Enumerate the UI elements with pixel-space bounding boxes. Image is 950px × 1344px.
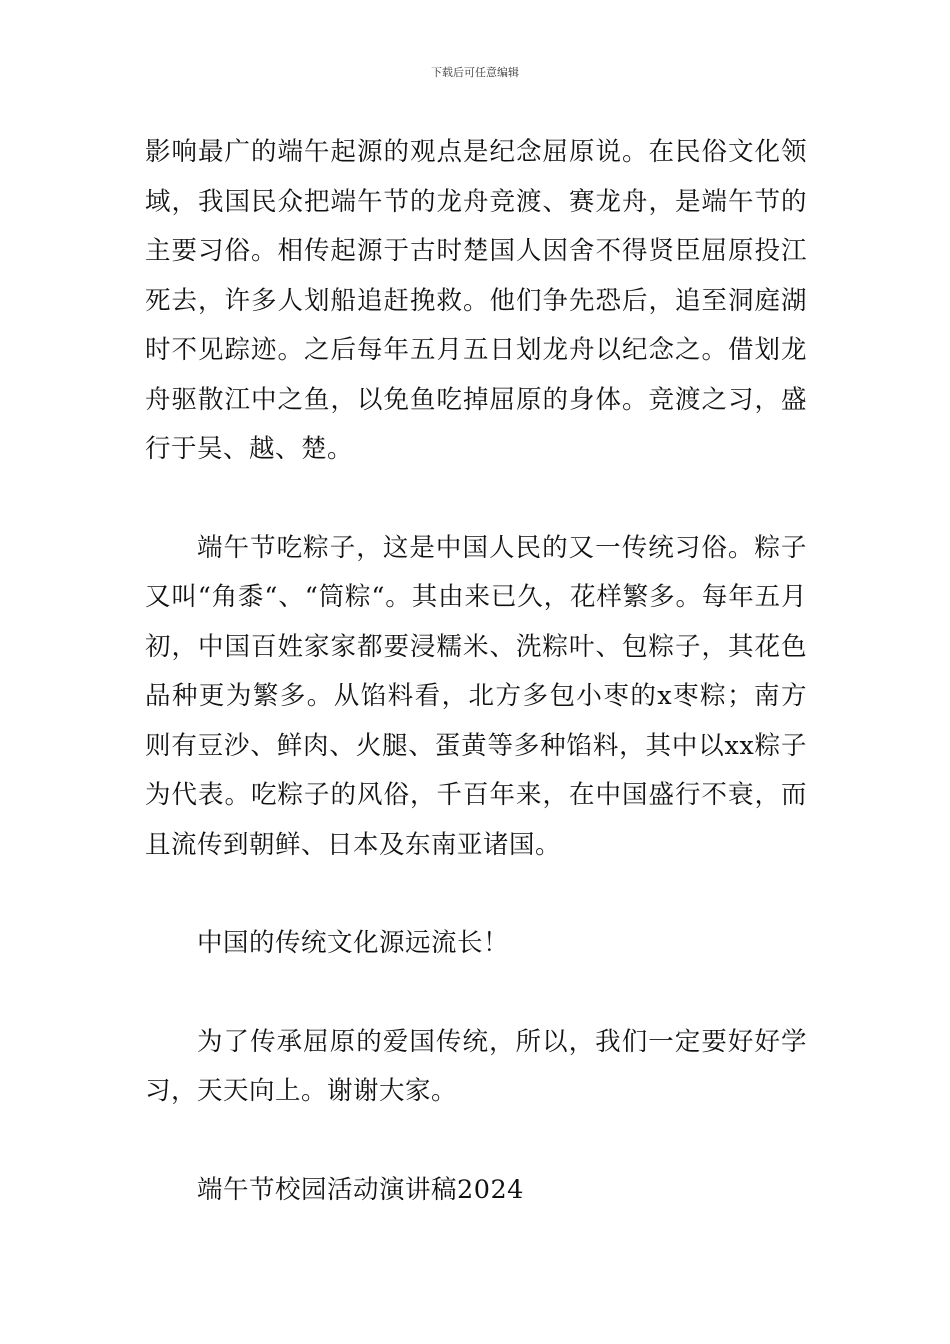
- document-body: [145, 128, 807, 1215]
- page-header-note: 下载后可任意编辑: [431, 66, 519, 79]
- paragraph-zongzi-custom: 端午节吃粽子，这是中国人民的又一传统习俗。粽子又叫“角黍“、“筒粽“。其由来已久，花样繁多。每年五月初，中国百姓家家都要浸糯米、洗粽叶、包粽子，其花色品种更为繁多。从馅料看，北方多包小枣的x枣粽；南方则有豆沙、鲜肉、火腿、蛋黄等多种馅料，其中以xx粽子为代表。吃粽子的风俗，千百年来，在中国盛行不衰，而且流传到朝鲜、日本及东南亚诸国。: [145, 532, 807, 860]
- section-title-speech-2024: 端午节校园活动演讲稿2024: [197, 1174, 524, 1205]
- paragraph-dragon-boat-origin: 影响最广的端午起源的观点是纪念屈原说。在民俗文化领域，我国民众把端午节的龙舟竞渡、赛龙舟，是端午节的主要习俗。相传起源于古时楚国人因舍不得贤臣屈原投江死去，许多人划船追赶挽救。他们争先恐后，追至洞庭湖时不见踪迹。之后每年五月五日划龙舟以纪念之。借划龙舟驱散江中之鱼，以免鱼吃掉屈原的身体。竞渡之习，盛行于吴、越、楚。: [145, 137, 807, 464]
- paragraph-closing-thanks: 为了传承屈原的爱国传统，所以，我们一定要好好学习，天天向上。谢谢大家。: [145, 1026, 807, 1106]
- paragraph-culture-statement: 中国的传统文化源远流长！: [197, 928, 510, 958]
